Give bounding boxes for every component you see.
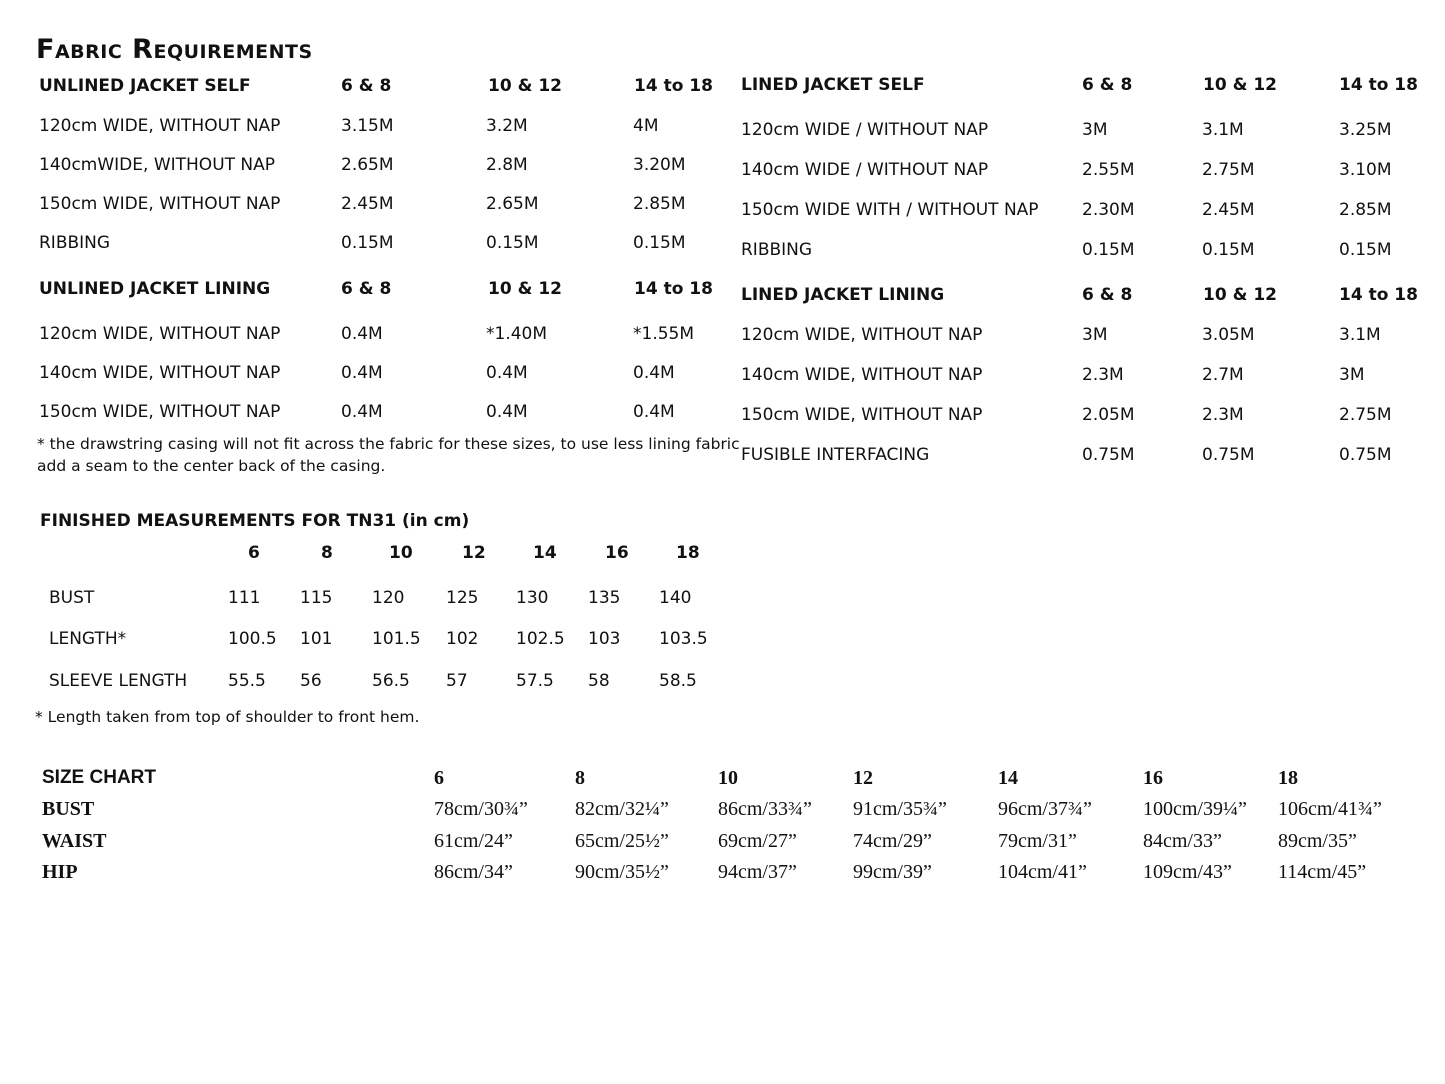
table-cell: 2.7M bbox=[1202, 365, 1244, 385]
table-header-cell: UNLINED JACKET SELF bbox=[39, 76, 251, 96]
table-cell: 120 bbox=[372, 588, 405, 608]
table-header-cell: 6 & 8 bbox=[341, 76, 392, 96]
table-cell: 106cm/41¾” bbox=[1278, 798, 1382, 820]
table-cell: 102.5 bbox=[516, 629, 565, 649]
row-label: SLEEVE LENGTH bbox=[49, 671, 188, 691]
table-cell: 115 bbox=[300, 588, 333, 608]
table-cell: 100.5 bbox=[228, 629, 277, 649]
table-cell: 104cm/41” bbox=[998, 861, 1087, 883]
table-cell: 0.4M bbox=[486, 363, 528, 383]
table-cell: 2.05M bbox=[1082, 405, 1135, 425]
table-cell: 130 bbox=[516, 588, 549, 608]
table-cell: 140 bbox=[659, 588, 692, 608]
table-cell: 96cm/37¾” bbox=[998, 798, 1092, 820]
table-cell: *1.40M bbox=[486, 324, 548, 344]
table-cell: 2.3M bbox=[1202, 405, 1244, 425]
table-header-cell: 18 bbox=[676, 543, 700, 563]
table-cell: 2.85M bbox=[1339, 200, 1392, 220]
table-cell: 3.15M bbox=[341, 116, 394, 136]
table-header-cell: 8 bbox=[321, 543, 333, 563]
table-cell: 3.2M bbox=[486, 116, 528, 136]
row-label: 120cm WIDE, WITHOUT NAP bbox=[39, 324, 281, 344]
table-header-cell: 10 & 12 bbox=[488, 279, 562, 299]
table-cell: 82cm/32¼” bbox=[575, 798, 669, 820]
table-header-cell: 14 bbox=[998, 767, 1018, 789]
table-cell: 56.5 bbox=[372, 671, 410, 691]
table-cell: 0.15M bbox=[1082, 240, 1135, 260]
table-header-cell: 18 bbox=[1278, 767, 1298, 789]
table-cell: 56 bbox=[300, 671, 322, 691]
table-cell: 58.5 bbox=[659, 671, 697, 691]
table-cell: 114cm/45” bbox=[1278, 861, 1367, 883]
row-label: FUSIBLE INTERFACING bbox=[741, 445, 930, 465]
table-cell: 0.75M bbox=[1202, 445, 1255, 465]
table-cell: 3.20M bbox=[633, 155, 686, 175]
table-header-cell: 12 bbox=[462, 543, 486, 563]
lining-footnote bbox=[37, 433, 740, 477]
table-cell: 2.8M bbox=[486, 155, 528, 175]
table-header-cell: 14 to 18 bbox=[634, 279, 713, 299]
row-label: BUST bbox=[49, 588, 95, 608]
table-cell: 0.75M bbox=[1339, 445, 1392, 465]
table-cell: 2.65M bbox=[341, 155, 394, 175]
table-header-cell: 16 bbox=[605, 543, 629, 563]
table-cell: 2.75M bbox=[1339, 405, 1392, 425]
table-cell: 0.4M bbox=[341, 363, 383, 383]
table-cell: 55.5 bbox=[228, 671, 266, 691]
table-header-cell: 14 bbox=[533, 543, 557, 563]
table-cell: 2.75M bbox=[1202, 160, 1255, 180]
table-cell: 0.4M bbox=[341, 402, 383, 422]
table-cell: 3M bbox=[1082, 120, 1108, 140]
table-cell: 101 bbox=[300, 629, 333, 649]
table-cell: 99cm/39” bbox=[853, 861, 932, 883]
row-label: 150cm WIDE, WITHOUT NAP bbox=[39, 194, 281, 214]
table-cell: 0.15M bbox=[486, 233, 539, 253]
table-cell: 0.4M bbox=[341, 324, 383, 344]
row-label: 140cmWIDE, WITHOUT NAP bbox=[39, 155, 276, 175]
table-cell: 2.55M bbox=[1082, 160, 1135, 180]
table-cell: 94cm/37” bbox=[718, 861, 797, 883]
table-cell: 2.65M bbox=[486, 194, 539, 214]
row-label: 140cm WIDE, WITHOUT NAP bbox=[39, 363, 281, 383]
table-cell: 103.5 bbox=[659, 629, 708, 649]
row-label: 140cm WIDE / WITHOUT NAP bbox=[741, 160, 989, 180]
row-label: LENGTH* bbox=[49, 629, 127, 649]
table-cell: 3.1M bbox=[1202, 120, 1244, 140]
table-cell: 2.85M bbox=[633, 194, 686, 214]
table-header-cell: 14 to 18 bbox=[1339, 75, 1418, 95]
row-label: 120cm WIDE, WITHOUT NAP bbox=[39, 116, 281, 136]
table-cell: 61cm/24” bbox=[434, 830, 513, 852]
table-cell: 57 bbox=[446, 671, 468, 691]
table-header-cell: 8 bbox=[575, 767, 585, 789]
table-cell: 65cm/25½” bbox=[575, 830, 669, 852]
table-cell: 125 bbox=[446, 588, 479, 608]
table-header-cell: 10 & 12 bbox=[488, 76, 562, 96]
table-header-cell: 10 bbox=[718, 767, 738, 789]
table-header-cell: 16 bbox=[1143, 767, 1163, 789]
table-header-cell: LINED JACKET SELF bbox=[741, 75, 925, 95]
table-cell: 100cm/39¼” bbox=[1143, 798, 1247, 820]
table-cell: 78cm/30¾” bbox=[434, 798, 528, 820]
table-header-cell: 14 to 18 bbox=[634, 76, 713, 96]
table-header-cell: LINED JACKET LINING bbox=[741, 285, 945, 305]
length-footnote: * Length taken from top of shoulder to front hem. bbox=[35, 708, 420, 726]
table-cell: 0.15M bbox=[1202, 240, 1255, 260]
row-label: BUST bbox=[42, 798, 95, 820]
table-cell: 2.45M bbox=[1202, 200, 1255, 220]
table-cell: 0.15M bbox=[1339, 240, 1392, 260]
table-cell: 74cm/29” bbox=[853, 830, 932, 852]
table-cell: 57.5 bbox=[516, 671, 554, 691]
table-cell: 3.25M bbox=[1339, 120, 1392, 140]
table-cell: 101.5 bbox=[372, 629, 421, 649]
footnote-line: add a seam to the center back of the casing. bbox=[37, 457, 386, 475]
table-cell: 0.15M bbox=[633, 233, 686, 253]
table-cell: 0.75M bbox=[1082, 445, 1135, 465]
row-label: 150cm WIDE, WITHOUT NAP bbox=[39, 402, 281, 422]
table-cell: 86cm/34” bbox=[434, 861, 513, 883]
table-header-cell: 10 & 12 bbox=[1203, 75, 1277, 95]
footnote-line: * the drawstring casing will not fit across the fabric for these sizes, to use less lining fabric bbox=[37, 435, 740, 453]
table-cell: 3M bbox=[1082, 325, 1108, 345]
row-label: WAIST bbox=[42, 830, 107, 852]
table-cell: 102 bbox=[446, 629, 479, 649]
table-header-cell: 6 & 8 bbox=[1082, 285, 1133, 305]
table-cell: 3M bbox=[1339, 365, 1365, 385]
page-title: Fabric Requirements bbox=[36, 34, 313, 65]
table-cell: 0.4M bbox=[486, 402, 528, 422]
table-cell: 79cm/31” bbox=[998, 830, 1077, 852]
table-cell: 109cm/43” bbox=[1143, 861, 1232, 883]
table-cell: 135 bbox=[588, 588, 621, 608]
table-cell: 3.1M bbox=[1339, 325, 1381, 345]
table-cell: 2.45M bbox=[341, 194, 394, 214]
table-header-cell: 6 & 8 bbox=[341, 279, 392, 299]
table-header-cell: 10 & 12 bbox=[1203, 285, 1277, 305]
row-label: RIBBING bbox=[741, 240, 813, 260]
table-cell: 90cm/35½” bbox=[575, 861, 669, 883]
table-cell: *1.55M bbox=[633, 324, 695, 344]
row-label: 120cm WIDE, WITHOUT NAP bbox=[741, 325, 983, 345]
table-header-cell: 14 to 18 bbox=[1339, 285, 1418, 305]
table-cell: 103 bbox=[588, 629, 621, 649]
table-header-cell: 6 bbox=[434, 767, 444, 789]
row-label: 150cm WIDE WITH / WITHOUT NAP bbox=[741, 200, 1039, 220]
table-header-cell: 6 bbox=[248, 543, 260, 563]
row-label: HIP bbox=[42, 861, 78, 883]
table-cell: 86cm/33¾” bbox=[718, 798, 812, 820]
table-cell: 2.3M bbox=[1082, 365, 1124, 385]
table-cell: 4M bbox=[633, 116, 659, 136]
table-cell: 91cm/35¾” bbox=[853, 798, 947, 820]
row-label: 140cm WIDE, WITHOUT NAP bbox=[741, 365, 983, 385]
row-label: RIBBING bbox=[39, 233, 111, 253]
table-cell: 58 bbox=[588, 671, 610, 691]
finished-measurements-title: FINISHED MEASUREMENTS FOR TN31 (in cm) bbox=[40, 511, 470, 531]
table-header-cell: 6 & 8 bbox=[1082, 75, 1133, 95]
table-cell: 111 bbox=[228, 588, 261, 608]
table-cell: 69cm/27” bbox=[718, 830, 797, 852]
table-cell: 3.10M bbox=[1339, 160, 1392, 180]
table-header-cell: UNLINED JACKET LINING bbox=[39, 279, 271, 299]
table-cell: 0.15M bbox=[341, 233, 394, 253]
row-label: 120cm WIDE / WITHOUT NAP bbox=[741, 120, 989, 140]
table-cell: 89cm/35” bbox=[1278, 830, 1357, 852]
table-cell: 0.4M bbox=[633, 402, 675, 422]
table-cell: 3.05M bbox=[1202, 325, 1255, 345]
row-label: 150cm WIDE, WITHOUT NAP bbox=[741, 405, 983, 425]
table-header-cell: SIZE CHART bbox=[42, 767, 156, 788]
table-cell: 2.30M bbox=[1082, 200, 1135, 220]
table-cell: 84cm/33” bbox=[1143, 830, 1222, 852]
table-header-cell: 12 bbox=[853, 767, 873, 789]
table-cell: 0.4M bbox=[633, 363, 675, 383]
table-header-cell: 10 bbox=[389, 543, 413, 563]
